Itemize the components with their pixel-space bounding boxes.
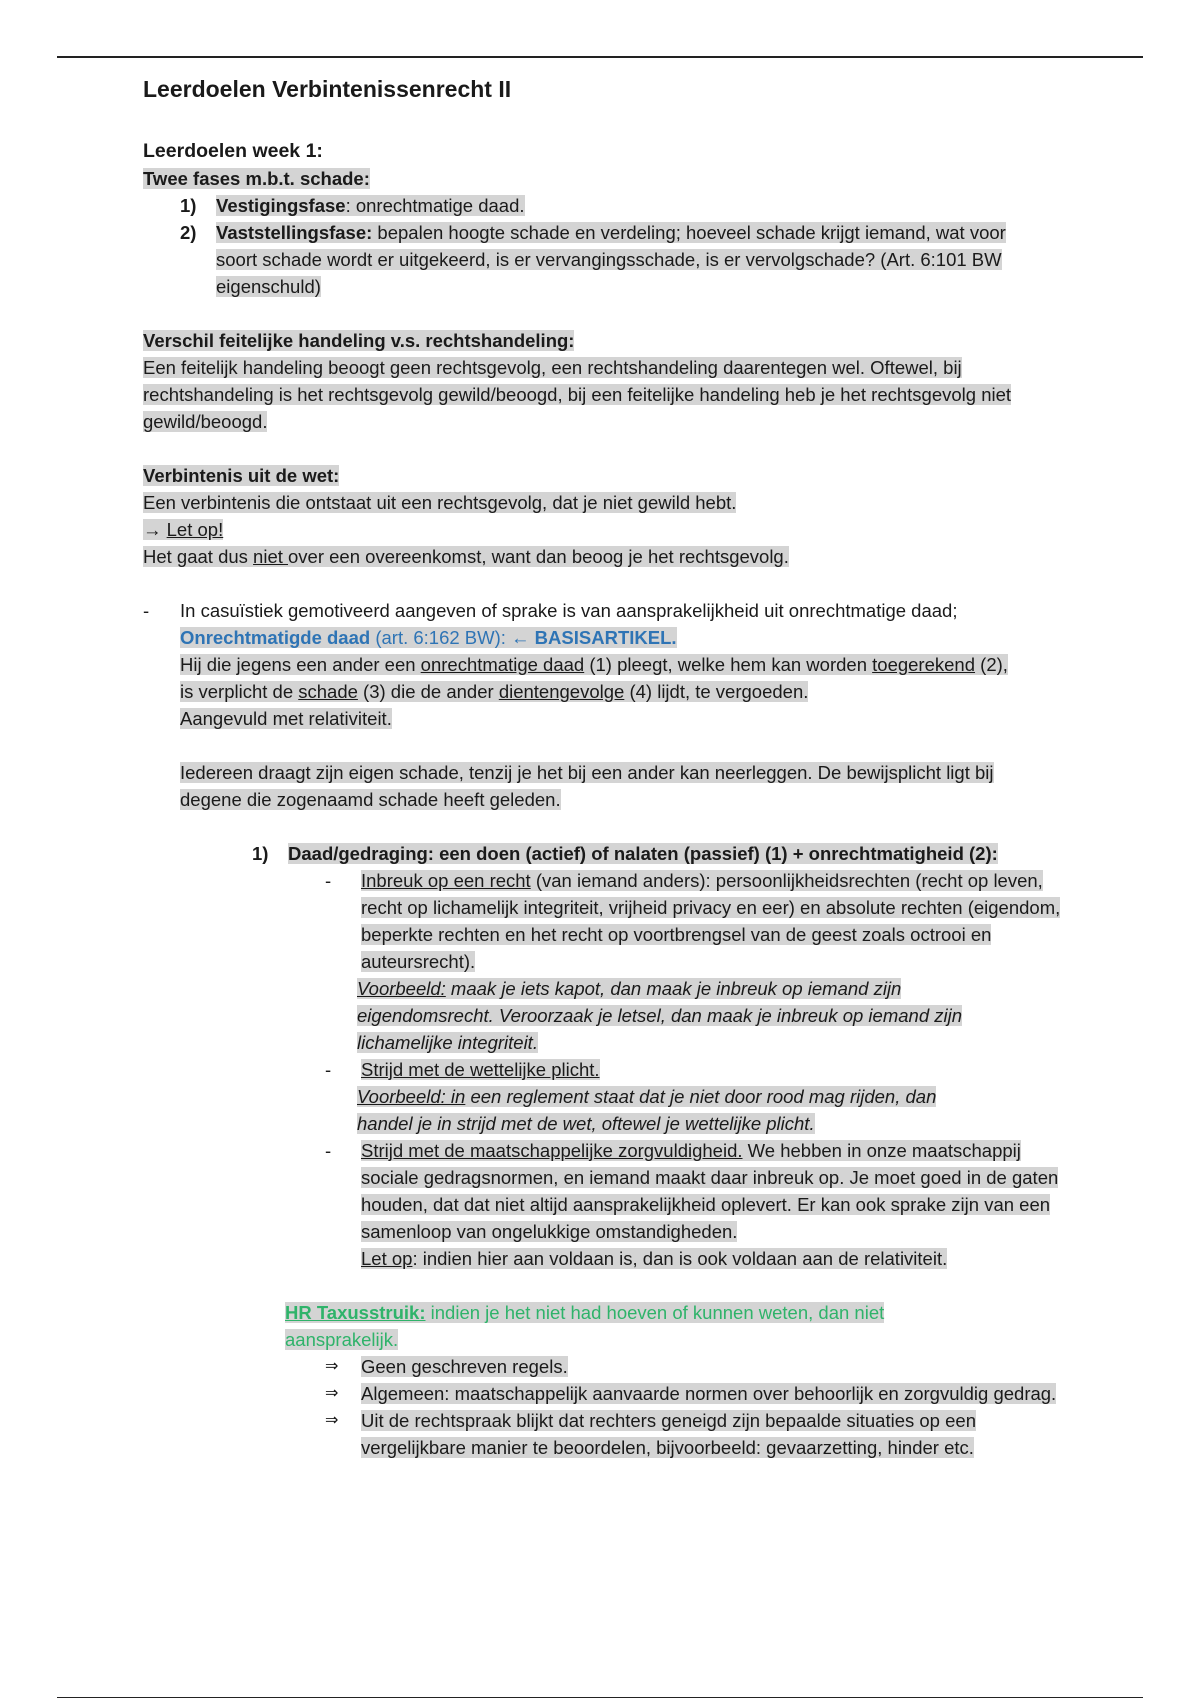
taxus-label: HR Taxusstruik: (285, 1302, 426, 1323)
phase-text: : onrechtmatige daad. (345, 195, 525, 216)
top-rule (57, 56, 1143, 58)
art-p3: (2), is verplicht de (180, 654, 1008, 702)
arrow-right-icon: → (143, 519, 162, 540)
letop-label: Let op! (166, 519, 224, 540)
daad-item-1 (143, 867, 1063, 1056)
verbintenis-heading-text: Verbintenis uit de wet: (143, 465, 340, 486)
double-arrow-icon: ⇒ (325, 1412, 339, 1429)
od-basis: BASISARTIKEL. (529, 627, 677, 648)
verschil-text: Een feitelijk handeling beoogt geen rechtsgevolg, een rechtshandeling daarentegen wel. Oftewel, bij rechtshandeling is het rechtsgevolg gewild/beoogd, bij een feitelijke handeling heb je het rechtsgevolg niet gewild/beoogd. (143, 357, 1012, 432)
verbintenis-line1-text: Een verbintenis die ontstaat uit een rechtsgevolg, dat je niet gewild hebt. (143, 492, 737, 513)
iedereen-text: Iedereen draagt zijn eigen schade, tenzij je het bij een ander kan neerleggen. De bewijsplicht ligt bij degene die zogenaamd schade heeft geleden. (180, 762, 994, 810)
taxus-text: indien je het niet had hoeven of kunnen weten, dan niet aansprakelijk. (285, 1302, 885, 1350)
art-toe: toegerekend (872, 654, 976, 675)
taxus-item-3 (143, 1407, 1063, 1461)
week1-heading: Leerdoelen week 1: (143, 140, 323, 162)
daad-number: 1) (252, 843, 269, 864)
letop-text: : indien hier aan voldaan is, dan is ook voldaan aan de relativiteit. (412, 1248, 948, 1269)
od-heading (180, 624, 1063, 651)
daad-heading: Daad/gedraging: een doen (actief) of nalaten (passief) (1) + onrechtmatigheid (2): (288, 843, 998, 864)
bullet-dash: - (143, 600, 150, 621)
daad-item-label: Strijd met de wettelijke plicht. (361, 1059, 600, 1080)
art-p1: Hij die jegens een ander een (180, 654, 421, 675)
casus-item (143, 597, 1063, 813)
phase-item-1 (143, 192, 1063, 219)
daad-heading-item (143, 840, 1063, 867)
bullet-dash: - (325, 1059, 332, 1080)
iedereen-paragraph (180, 759, 1060, 813)
daad-item-label: Inbreuk op een recht (361, 870, 531, 891)
od-art: (art. 6:162 BW): (370, 627, 512, 648)
aangevuld-line (180, 705, 1063, 732)
verschil-paragraph (143, 354, 1063, 435)
example-label: Voorbeeld: in (357, 1086, 466, 1107)
phase-number: 1) (180, 195, 197, 216)
art-p5: (4) lijdt, te vergoeden. (624, 681, 809, 702)
phase-label: Vestigingsfase (216, 195, 346, 216)
bullet-dash: - (325, 870, 332, 891)
verbintenis-line1 (143, 489, 1063, 516)
taxus-item-text: Uit de rechtspraak blijkt dat rechters geneigd zijn bepaalde situaties op een vergelijkbare manier te beoordelen, bijvoorbeeld: gevaarzetting, hinder etc. (361, 1410, 976, 1458)
double-arrow-icon: ⇒ (325, 1385, 339, 1402)
verbintenis-letop (143, 516, 1063, 543)
example-text: een reglement staat dat je niet door rood mag rijden, dan handel je in strijd met de wet, oftewel je wettelijke plicht. (357, 1086, 937, 1134)
casus-intro: In casuïstiek gemotiveerd aangeven of sprake is van aansprakelijkheid uit onrechtmatige daad; (180, 600, 958, 621)
bullet-dash: - (325, 1140, 332, 1161)
od-label: Onrechtmatigde daad (180, 627, 371, 648)
taxus-item-2 (143, 1380, 1063, 1407)
article-text (180, 651, 1020, 705)
daad-item-text: We hebben in onze maatschappij sociale gedragsnormen, en iemand maakt daar inbreuk op. Je moet goed in de gaten houden, dat dat niet altijd aansprakelijkheid oplevert. Er kan ook sprake zijn van een samenloop van ongelukkige omstandigheden. (361, 1140, 1059, 1242)
verbintenis-line2 (143, 543, 1063, 570)
taxus-item-text: Algemeen: maatschappelijk aanvaarde normen over behoorlijk en zorgvuldig gedrag. (361, 1383, 1057, 1404)
art-dien: dientengevolge (498, 681, 625, 702)
taxus-heading (143, 1299, 945, 1353)
art-od: onrechtmatige daad (420, 654, 585, 675)
phase-label: Vaststellingsfase: (216, 222, 373, 243)
line2-b: over een overeenkomst, want dan beoog je het rechtsgevolg. (288, 546, 789, 567)
daad-item-text: (van iemand anders): persoonlijkheidsrechten (recht op leven, recht op lichamelijk integriteit, vrijheid privacy en eer) en absolute rechten (eigendom, beperkte rechten en het recht op voortbrengsel van de geest zoals octrooi en auteursrecht). (361, 870, 1061, 972)
bottom-rule (57, 1697, 1143, 1698)
phases-heading (143, 165, 1063, 192)
art-p2: (1) pleegt, welke hem kan worden (584, 654, 873, 675)
verschil-heading-text: Verschil feitelijke handeling v.s. rechtshandeling: (143, 330, 575, 351)
phase-item-2 (143, 219, 1036, 300)
document-title: Leerdoelen Verbintenissenrecht II (143, 76, 512, 102)
arrow-left-icon: ← (511, 627, 530, 648)
example-label: Voorbeeld: (357, 978, 446, 999)
daad-item-label: Strijd met de maatschappelijke zorgvuldigheid. (361, 1140, 743, 1161)
art-p4: (3) die de ander (357, 681, 499, 702)
line2-a: Het gaat dus (143, 546, 254, 567)
daad-item-2 (143, 1056, 1063, 1137)
art-schade: schade (298, 681, 358, 702)
daad-item-3 (143, 1137, 1063, 1272)
verbintenis-heading (143, 462, 1063, 489)
taxus-item-1 (143, 1353, 1063, 1380)
document-page (143, 74, 1063, 1461)
letop-label: Let op (361, 1248, 413, 1269)
line2-niet: niet (253, 546, 289, 567)
phase-text: bepalen hoogte schade en verdeling; hoeveel schade krijgt iemand, wat voor soort schade wordt er uitgekeerd, is er vervangingsschade, is er vervolgschade? (Art. 6:101 BW eigenschuld) (216, 222, 1006, 297)
phases-heading-text: Twee fases m.b.t. schade: (143, 168, 370, 189)
taxus-item-text: Geen geschreven regels. (361, 1356, 568, 1377)
verschil-heading (143, 327, 1063, 354)
phase-number: 2) (180, 222, 197, 243)
aangevuld-text: Aangevuld met relativiteit. (180, 708, 392, 729)
double-arrow-icon: ⇒ (325, 1358, 339, 1375)
example-text: maak je iets kapot, dan maak je inbreuk op iemand zijn eigendomsrecht. Veroorzaak je letsel, dan maak je inbreuk op iemand zijn lichamelijke integriteit. (357, 978, 963, 1053)
